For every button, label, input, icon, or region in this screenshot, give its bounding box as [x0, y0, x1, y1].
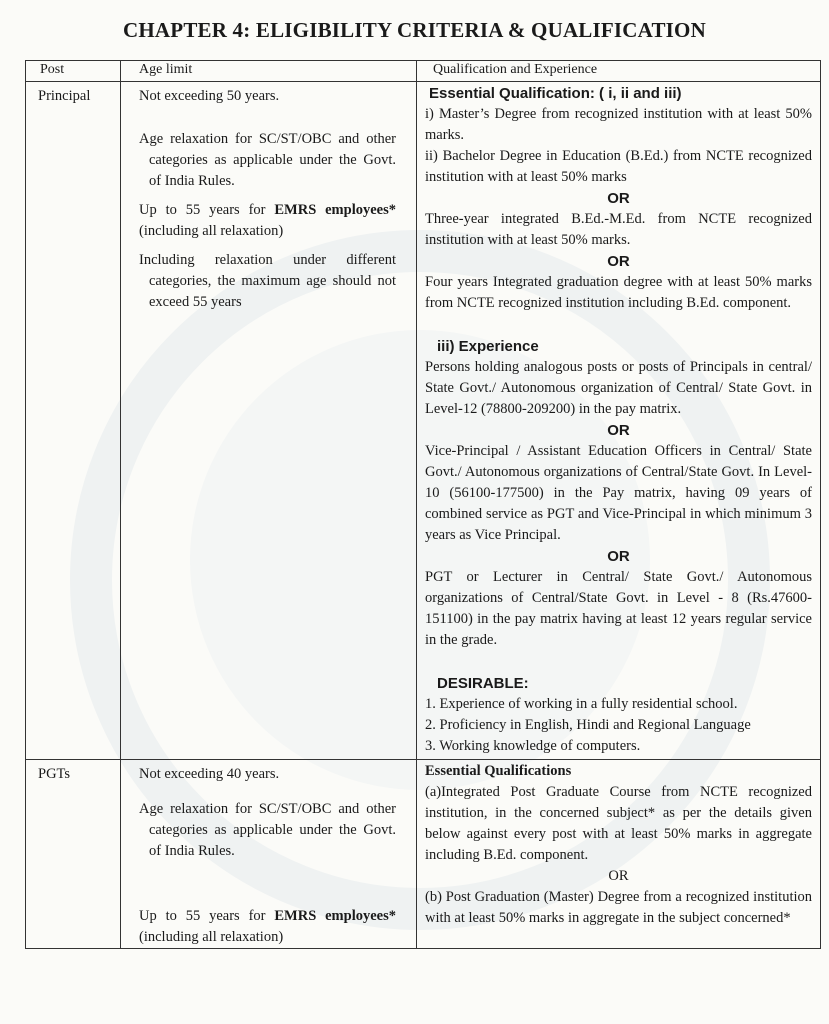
- essential-heading: Essential Qualification: ( i, ii and iii): [429, 85, 682, 102]
- header-qualification: Qualification and Experience: [417, 61, 821, 82]
- post-principal: Principal: [26, 82, 121, 760]
- or-separator: OR: [607, 422, 630, 439]
- eligibility-table: [25, 60, 821, 949]
- table-header-row: [26, 61, 821, 82]
- qualification-i: i) Master’s Degree from recognized institution with at least 50% marks.: [425, 106, 812, 143]
- essential-heading: Essential Qualifications: [425, 763, 572, 779]
- experience-heading: iii) Experience: [437, 338, 539, 355]
- age-limit: Not exceeding 40 years.: [139, 766, 280, 782]
- experience-2: Vice-Principal / Assistant Education Officers in Central/ State Govt./ Autonomous organizations of Central/State Govt. In Level-10 (56100-177500) in the Pay matrix, having 09 years of combined service as PGT and Vice-Principal in which minimum 3 years as Vice Principal.: [425, 443, 812, 543]
- qualification-a: (a)Integrated Post Graduate Course from NCTE recognized institution, in the concerned subject* as per the details given below against every post with at least 50% marks in aggregate including B.Ed. component.: [425, 784, 812, 863]
- emrs-relaxation: Up to 55 years for EMRS employees* (including all relaxation): [139, 908, 396, 945]
- or-separator: OR: [607, 548, 630, 565]
- age-cell-principal: [121, 82, 417, 760]
- emrs-relaxation: Up to 55 years for EMRS employees* (including all relaxation): [139, 202, 396, 239]
- age-relaxation: Age relaxation for SC/ST/OBC and other categories as applicable under the Govt. of India Rules.: [139, 131, 396, 189]
- table-row-pgt: [26, 760, 821, 949]
- qualification-b: (b) Post Graduation (Master) Degree from a recognized institution with at least 50% marks in aggregate in the subject concerned*: [425, 889, 812, 926]
- age-relaxation: Age relaxation for SC/ST/OBC and other categories as applicable under the Govt. of India Rules.: [139, 801, 396, 859]
- age-limit: Not exceeding 50 years.: [139, 88, 280, 104]
- post-pgt: PGTs: [26, 760, 121, 949]
- page-title: CHAPTER 4: ELIGIBILITY CRITERIA & QUALIFICATION: [123, 18, 706, 42]
- qualification-cell-principal: [417, 82, 821, 760]
- age-cell-pgt: [121, 760, 417, 949]
- max-age-note: Including relaxation under different categories, the maximum age should not exceed 55 years: [139, 252, 396, 310]
- desirable-heading: DESIRABLE:: [437, 675, 529, 692]
- or-separator: OR: [607, 190, 630, 207]
- qualification-bed-med: Three-year integrated B.Ed.-M.Ed. from NCTE recognized institution with at least 50% marks.: [425, 211, 812, 248]
- desirable-1: 1. Experience of working in a fully residential school.: [425, 696, 738, 712]
- header-age: Age limit: [121, 61, 417, 82]
- qualification-ii: ii) Bachelor Degree in Education (B.Ed.) from NCTE recognized institution with at least 50% marks: [425, 148, 812, 185]
- qualification-cell-pgt: [417, 760, 821, 949]
- experience-1: Persons holding analogous posts or posts of Principals in central/ State Govt./ Autonomous organization of Central/ State Govt. in Level-12 (78800-209200) in the pay matrix.: [425, 359, 812, 417]
- desirable-2: 2. Proficiency in English, Hindi and Regional Language: [425, 717, 751, 733]
- or-separator: OR: [608, 868, 629, 884]
- desirable-3: 3. Working knowledge of computers.: [425, 738, 641, 754]
- table-row-principal: [26, 82, 821, 760]
- experience-3: PGT or Lecturer in Central/ State Govt./ Autonomous organizations of Central/State Govt. in Level - 8 (Rs.47600-151100) in the pay matrix having at least 12 years regular service in the grade.: [425, 569, 812, 648]
- header-post: Post: [26, 61, 121, 82]
- qualification-integrated: Four years Integrated graduation degree with at least 50% marks from NCTE recognized institution including B.Ed. component.: [425, 274, 812, 311]
- or-separator: OR: [607, 253, 630, 270]
